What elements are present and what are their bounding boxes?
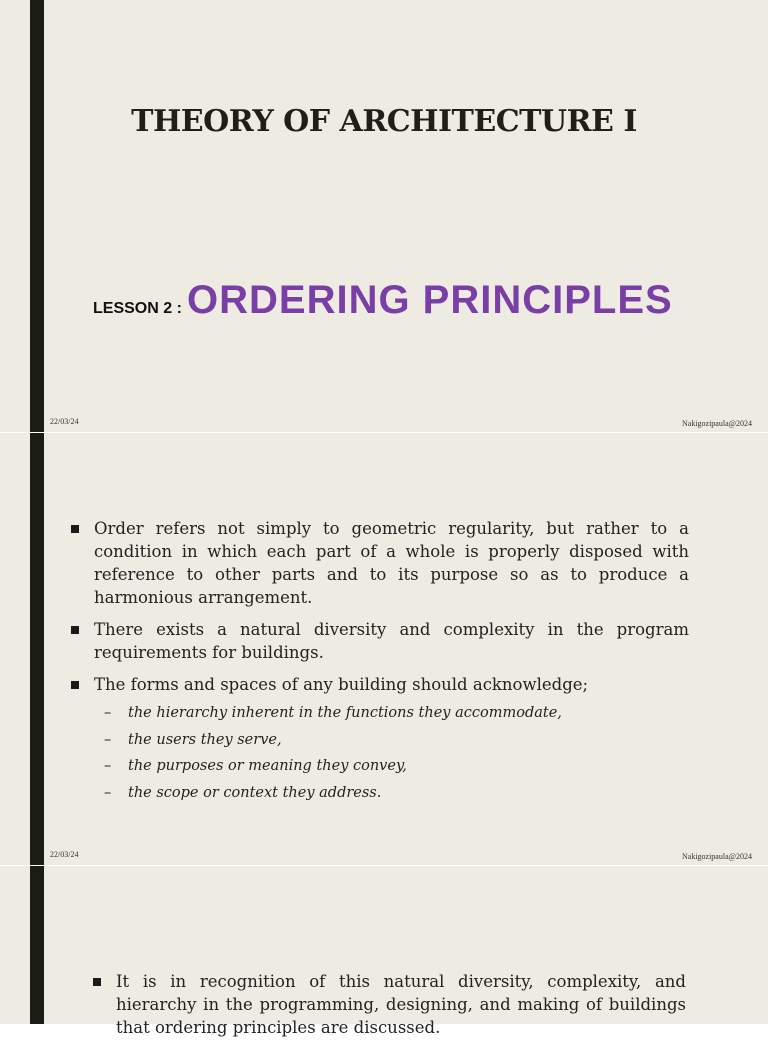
bullet-list	[70, 517, 689, 815]
bullet-text: The forms and spaces of any building should acknowledge;	[94, 675, 589, 694]
lesson-heading	[93, 278, 673, 323]
sub-bullet-text: the users they serve,	[128, 731, 282, 748]
page-title: THEORY OF ARCHITECTURE I	[131, 104, 637, 139]
bullet-text: It is in recognition of this natural diversity, complexity, and hierarchy in the programming, designing, and making of buildings that ordering principles are discussed.	[116, 972, 686, 1037]
sub-bullet-item	[104, 727, 689, 754]
bullet-item	[70, 517, 689, 609]
sub-bullet-item	[104, 780, 689, 807]
dash-bullet-icon: –	[104, 758, 112, 774]
sub-bullet-list	[104, 700, 689, 806]
sub-bullet-item	[104, 753, 689, 780]
sub-bullet-text: the scope or context they address.	[128, 784, 382, 801]
bullet-list	[92, 970, 686, 1048]
bullet-text: Order refers not simply to geometric regularity, but rather to a condition in which each part of a whole is properly disposed with reference to other parts and to its purpose so as to produce a harmonious arrangement.	[94, 519, 689, 607]
square-bullet-icon	[71, 525, 79, 533]
slide-left-bar	[30, 0, 44, 432]
lesson-prefix: LESSON 2 :	[93, 300, 182, 317]
dash-bullet-icon: –	[104, 784, 112, 801]
sub-bullet-text: the hierarchy inherent in the functions they accommodate,	[128, 705, 562, 721]
bullet-item	[92, 970, 686, 1039]
sub-bullet-item	[104, 700, 689, 727]
footer-author: Nakigozipaula@2024	[681, 419, 752, 428]
footer-date: 22/03/24	[50, 850, 79, 859]
slide-order-definition	[0, 433, 768, 865]
lesson-title: ORDERING PRINCIPLES	[187, 278, 673, 322]
slide-left-bar	[30, 433, 44, 865]
bullet-item	[70, 673, 689, 806]
sub-bullet-text: the purposes or meaning they convey,	[128, 758, 407, 774]
footer-date: 22/03/24	[50, 417, 79, 426]
slide-left-bar	[30, 866, 44, 1024]
bullet-item	[70, 618, 689, 664]
bullet-text: There exists a natural diversity and complexity in the program requirements for buildings.	[94, 620, 689, 662]
square-bullet-icon	[71, 681, 79, 689]
square-bullet-icon	[71, 626, 79, 634]
footer-author: Nakigozipaula@2024	[681, 852, 752, 861]
dash-bullet-icon: –	[104, 731, 112, 748]
dash-bullet-icon: –	[104, 705, 112, 721]
slide-title	[0, 0, 768, 432]
slide-ordering-recognition	[0, 866, 768, 1037]
square-bullet-icon	[93, 978, 101, 986]
